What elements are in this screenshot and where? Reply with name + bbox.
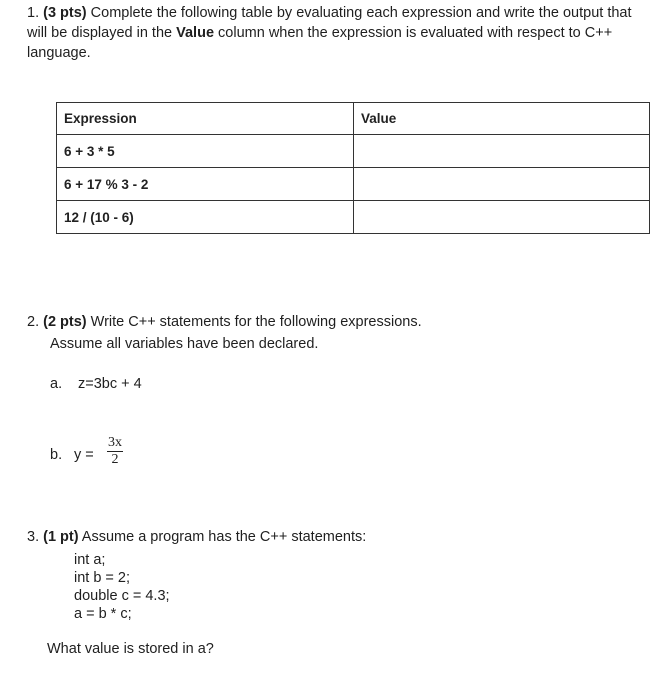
expression-cell: 12 / (10 - 6) xyxy=(57,201,354,234)
table-row xyxy=(57,201,650,234)
question-3-number: 3. xyxy=(27,529,40,545)
fraction-denominator: 2 xyxy=(111,452,119,467)
code-line: int a; xyxy=(74,552,106,568)
value-cell[interactable] xyxy=(354,168,650,201)
question-2-note: Assume all variables have been declared. xyxy=(50,336,319,352)
fraction xyxy=(104,436,126,467)
question-3-question: What value is stored in a? xyxy=(47,641,214,657)
header-value: Value xyxy=(354,103,650,135)
question-2-text: Write C++ statements for the following expressions. xyxy=(86,314,422,330)
question-1-points: (3 pts) xyxy=(43,5,87,21)
table-header-row xyxy=(57,103,650,135)
table-row xyxy=(57,135,650,168)
question-1-text-b: column when the expression is evaluated with respect to C++ language. xyxy=(27,25,613,61)
question-3-prompt xyxy=(27,529,366,545)
code-line: int b = 2; xyxy=(74,570,131,586)
table-row xyxy=(57,168,650,201)
question-1-text-a: Complete the following table by evaluating each expression and write the output that will be displayed in the xyxy=(27,5,632,41)
item-a-expression: z=3bc + 4 xyxy=(78,376,142,392)
value-cell[interactable] xyxy=(354,135,650,168)
question-2-prompt xyxy=(27,314,422,330)
expression-cell: 6 + 3 * 5 xyxy=(57,135,354,168)
question-1-prompt xyxy=(27,3,642,63)
expression-table xyxy=(56,102,650,234)
code-line: double c = 4.3; xyxy=(74,588,170,604)
header-expression: Expression xyxy=(57,103,354,135)
fraction-numerator: 3x xyxy=(108,435,122,450)
question-1-bold-word: Value xyxy=(176,25,215,41)
value-cell[interactable] xyxy=(354,201,650,234)
question-1-number: 1. xyxy=(27,5,40,21)
question-3-points: (1 pt) xyxy=(43,529,79,545)
code-line: a = b * c; xyxy=(74,606,132,622)
question-3-text: Assume a program has the C++ statements: xyxy=(78,529,367,545)
question-2-points: (2 pts) xyxy=(43,314,87,330)
question-2-number: 2. xyxy=(27,314,40,330)
item-b-expression: y = xyxy=(74,447,94,463)
expression-cell: 6 + 17 % 3 - 2 xyxy=(57,168,354,201)
item-b-marker: b. xyxy=(50,447,63,463)
item-a-marker: a. xyxy=(50,376,63,392)
code-block xyxy=(74,551,170,623)
